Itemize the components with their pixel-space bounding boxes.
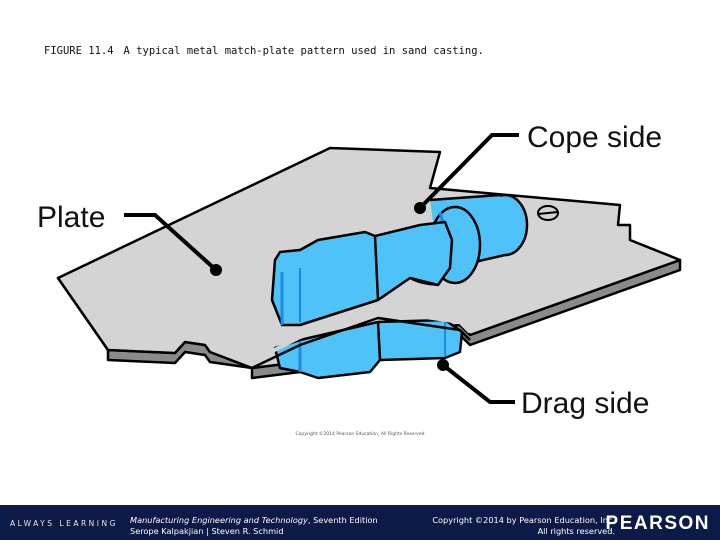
footer-copyright	[432, 515, 615, 537]
book-title: Manufacturing Engineering and Technology	[130, 515, 308, 525]
label-cope-side: Cope side	[527, 121, 663, 154]
figure-caption-text: A typical metal match-plate pattern used in sand casting.	[123, 45, 484, 57]
book-authors: Serope Kalpakjian | Steven R. Schmid	[130, 526, 284, 536]
figure-number: FIGURE 11.4	[44, 45, 114, 57]
label-plate: Plate	[37, 201, 106, 234]
book-info	[130, 515, 378, 537]
label-drag-side: Drag side	[521, 387, 650, 420]
copyright-line-2: All rights reserved.	[537, 526, 615, 536]
footer-bar	[0, 505, 720, 540]
image-copyright: Copyright ©2014 Pearson Education, All Rights Reserved	[295, 432, 425, 437]
book-edition: , Seventh Edition	[307, 515, 378, 525]
always-learning-tagline: ALWAYS LEARNING	[10, 519, 118, 528]
leader-drag	[437, 359, 515, 402]
pearson-logo: PEARSON	[605, 513, 710, 534]
copyright-line-1: Copyright ©2014 by Pearson Education, Inc.	[432, 515, 615, 525]
